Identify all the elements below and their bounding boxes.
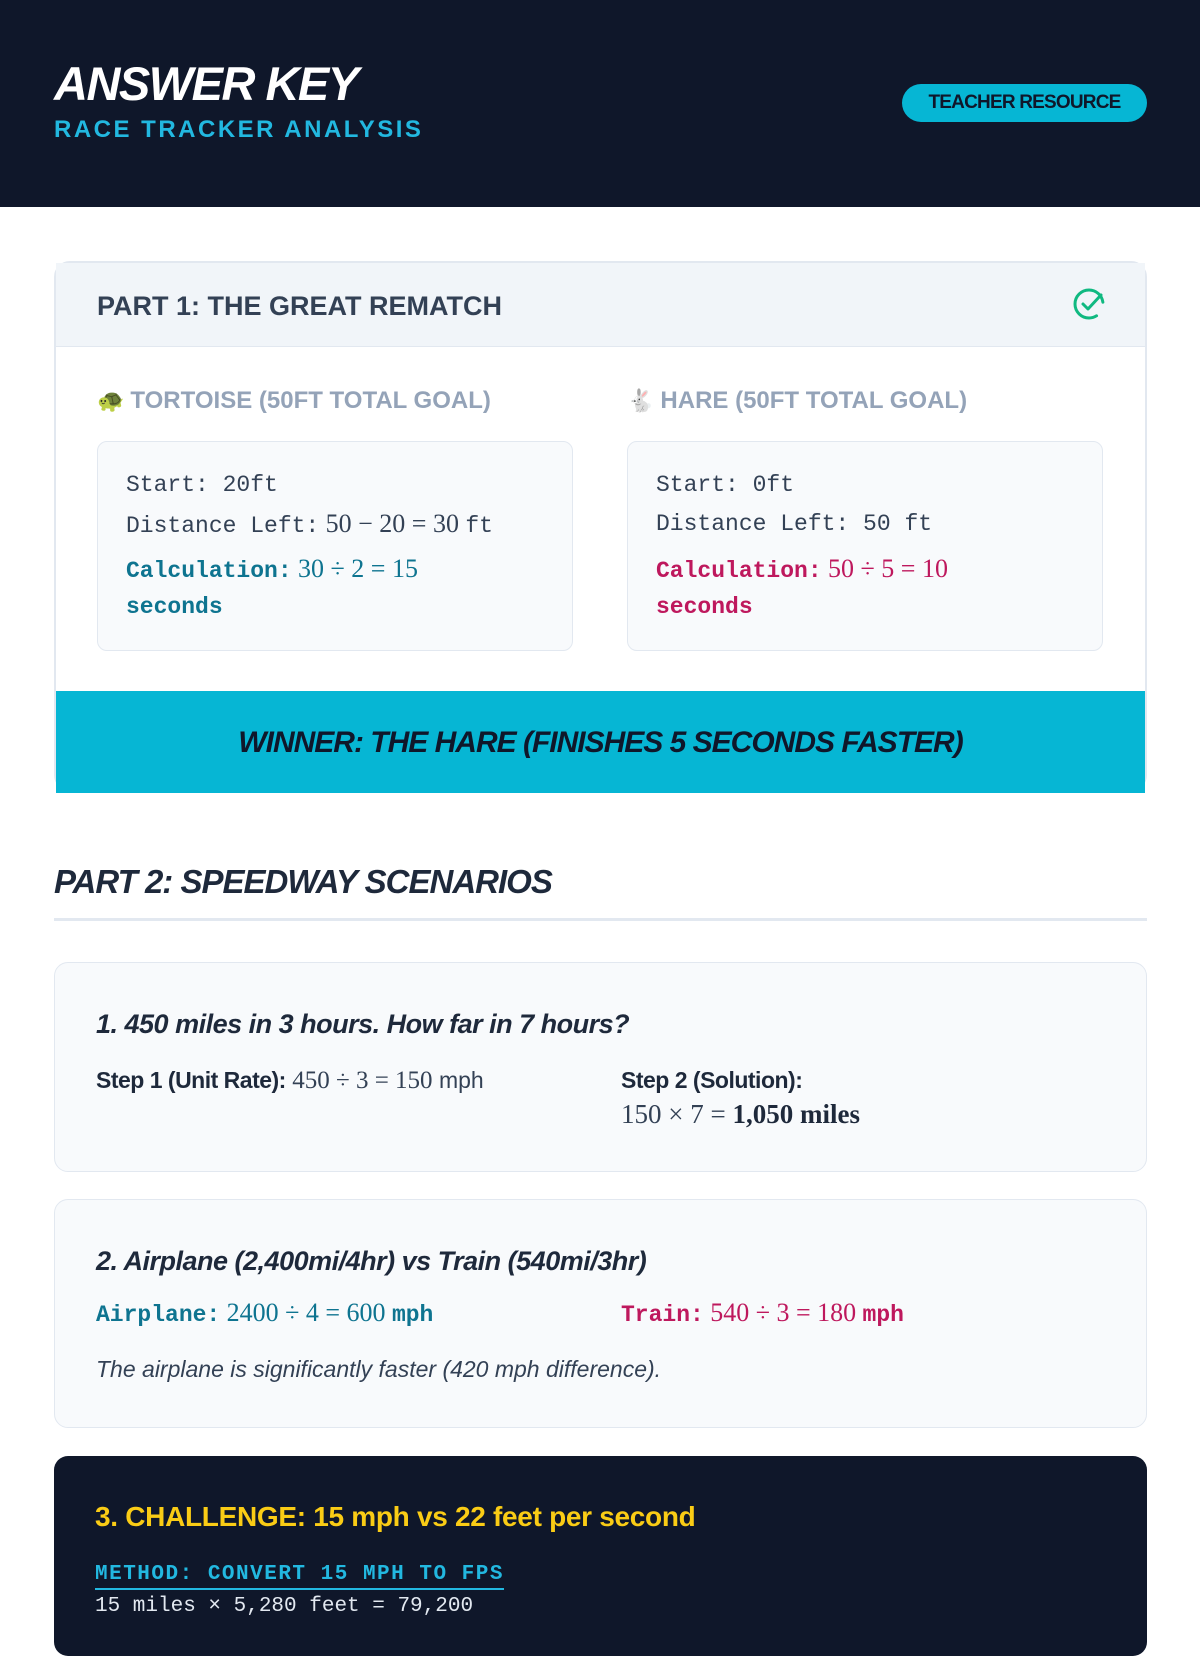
page-subtitle: RACE TRACKER ANALYSIS — [54, 116, 424, 143]
question1-step1 — [96, 1065, 484, 1096]
tortoise-icon: 🐢 — [97, 388, 125, 413]
question2-text — [96, 1244, 646, 1278]
teacher-resource-badge: TEACHER RESOURCE — [902, 84, 1147, 122]
tortoise-distance-unit: ft — [465, 513, 493, 539]
question2-label: 2. Airplane (2,400mi/4hr) vs Train (540mi/3hr) — [96, 1246, 647, 1276]
train-math: 540 ÷ 3 = 180 — [710, 1298, 857, 1327]
hare-calc-math: 50 ÷ 5 = 10 — [828, 554, 948, 583]
hare-icon: 🐇 — [627, 388, 655, 413]
tortoise-heading — [97, 385, 491, 417]
airplane-math: 2400 ÷ 4 = 600 — [226, 1298, 386, 1327]
page-title: ANSWER KEY — [54, 57, 358, 110]
step1-unit: mph — [438, 1067, 484, 1093]
winner-text: WINNER: THE HARE (FINISHES 5 SECONDS FASTER) — [238, 726, 963, 759]
part2-divider — [54, 918, 1147, 921]
airplane-unit: mph — [391, 1302, 434, 1328]
part1-card — [54, 261, 1147, 791]
question3-method: METHOD: CONVERT 15 MPH TO FPS — [95, 1562, 504, 1590]
question3-text: 3. CHALLENGE: 15 mph vs 22 feet per second — [95, 1501, 696, 1532]
question2-note: The airplane is significantly faster (420 mph difference). — [96, 1356, 662, 1382]
hare-start: Start: 0ft — [656, 472, 795, 498]
step2-answer: 1,050 miles — [732, 1099, 860, 1129]
train-calc — [621, 1296, 904, 1332]
question1-text — [96, 1007, 629, 1041]
train-unit: mph — [862, 1302, 904, 1328]
part2-title: PART 2: SPEEDWAY SCENARIOS — [54, 863, 552, 900]
hare-calculation — [656, 552, 1096, 624]
part1-header — [56, 263, 1145, 347]
tortoise-start: Start: 20ft — [126, 472, 278, 498]
question1-answer — [621, 1097, 860, 1131]
hare-calc-box — [627, 441, 1103, 651]
tortoise-calculation — [126, 552, 566, 624]
tortoise-distance-label: Distance Left: — [126, 513, 320, 539]
tortoise-calc-unit: seconds — [126, 594, 223, 620]
question3-card — [54, 1456, 1147, 1656]
question3-line: 15 miles × 5,280 feet = 79,200 — [95, 1595, 474, 1618]
winner-banner — [56, 691, 1145, 793]
question1-label: 1. 450 miles in 3 hours. How far in 7 hours? — [96, 1009, 630, 1039]
tortoise-heading-label: TORTOISE (50FT TOTAL GOAL) — [130, 387, 491, 414]
question1-card — [54, 962, 1147, 1172]
page-header — [0, 0, 1200, 207]
hare-heading-label: HARE (50FT TOTAL GOAL) — [660, 387, 968, 414]
tortoise-calc-math: 30 ÷ 2 = 15 — [298, 554, 418, 583]
question2-card — [54, 1199, 1147, 1428]
step2-math: 150 × 7 = — [621, 1099, 733, 1129]
tortoise-distance-math: 50 − 20 = 30 — [325, 509, 459, 538]
train-label: Train: — [621, 1302, 704, 1328]
hare-calc-unit: seconds — [656, 594, 753, 620]
part1-title: PART 1: THE GREAT REMATCH — [97, 291, 502, 321]
step1-math: 450 ÷ 3 = 150 — [292, 1067, 433, 1094]
airplane-calc — [96, 1296, 433, 1332]
step2-label: Step 2 (Solution): — [621, 1067, 803, 1093]
question1-step2 — [621, 1065, 802, 1095]
tortoise-calc-box — [97, 441, 573, 651]
airplane-label: Airplane: — [96, 1302, 221, 1328]
tortoise-distance — [126, 509, 493, 541]
hare-distance: Distance Left: 50 ft — [656, 511, 933, 537]
check-circle-icon — [1072, 287, 1106, 321]
hare-calc-label: Calculation: — [656, 558, 822, 584]
tortoise-calc-label: Calculation: — [126, 558, 292, 584]
step1-label: Step 1 (Unit Rate): — [96, 1067, 286, 1093]
hare-heading — [627, 385, 967, 417]
